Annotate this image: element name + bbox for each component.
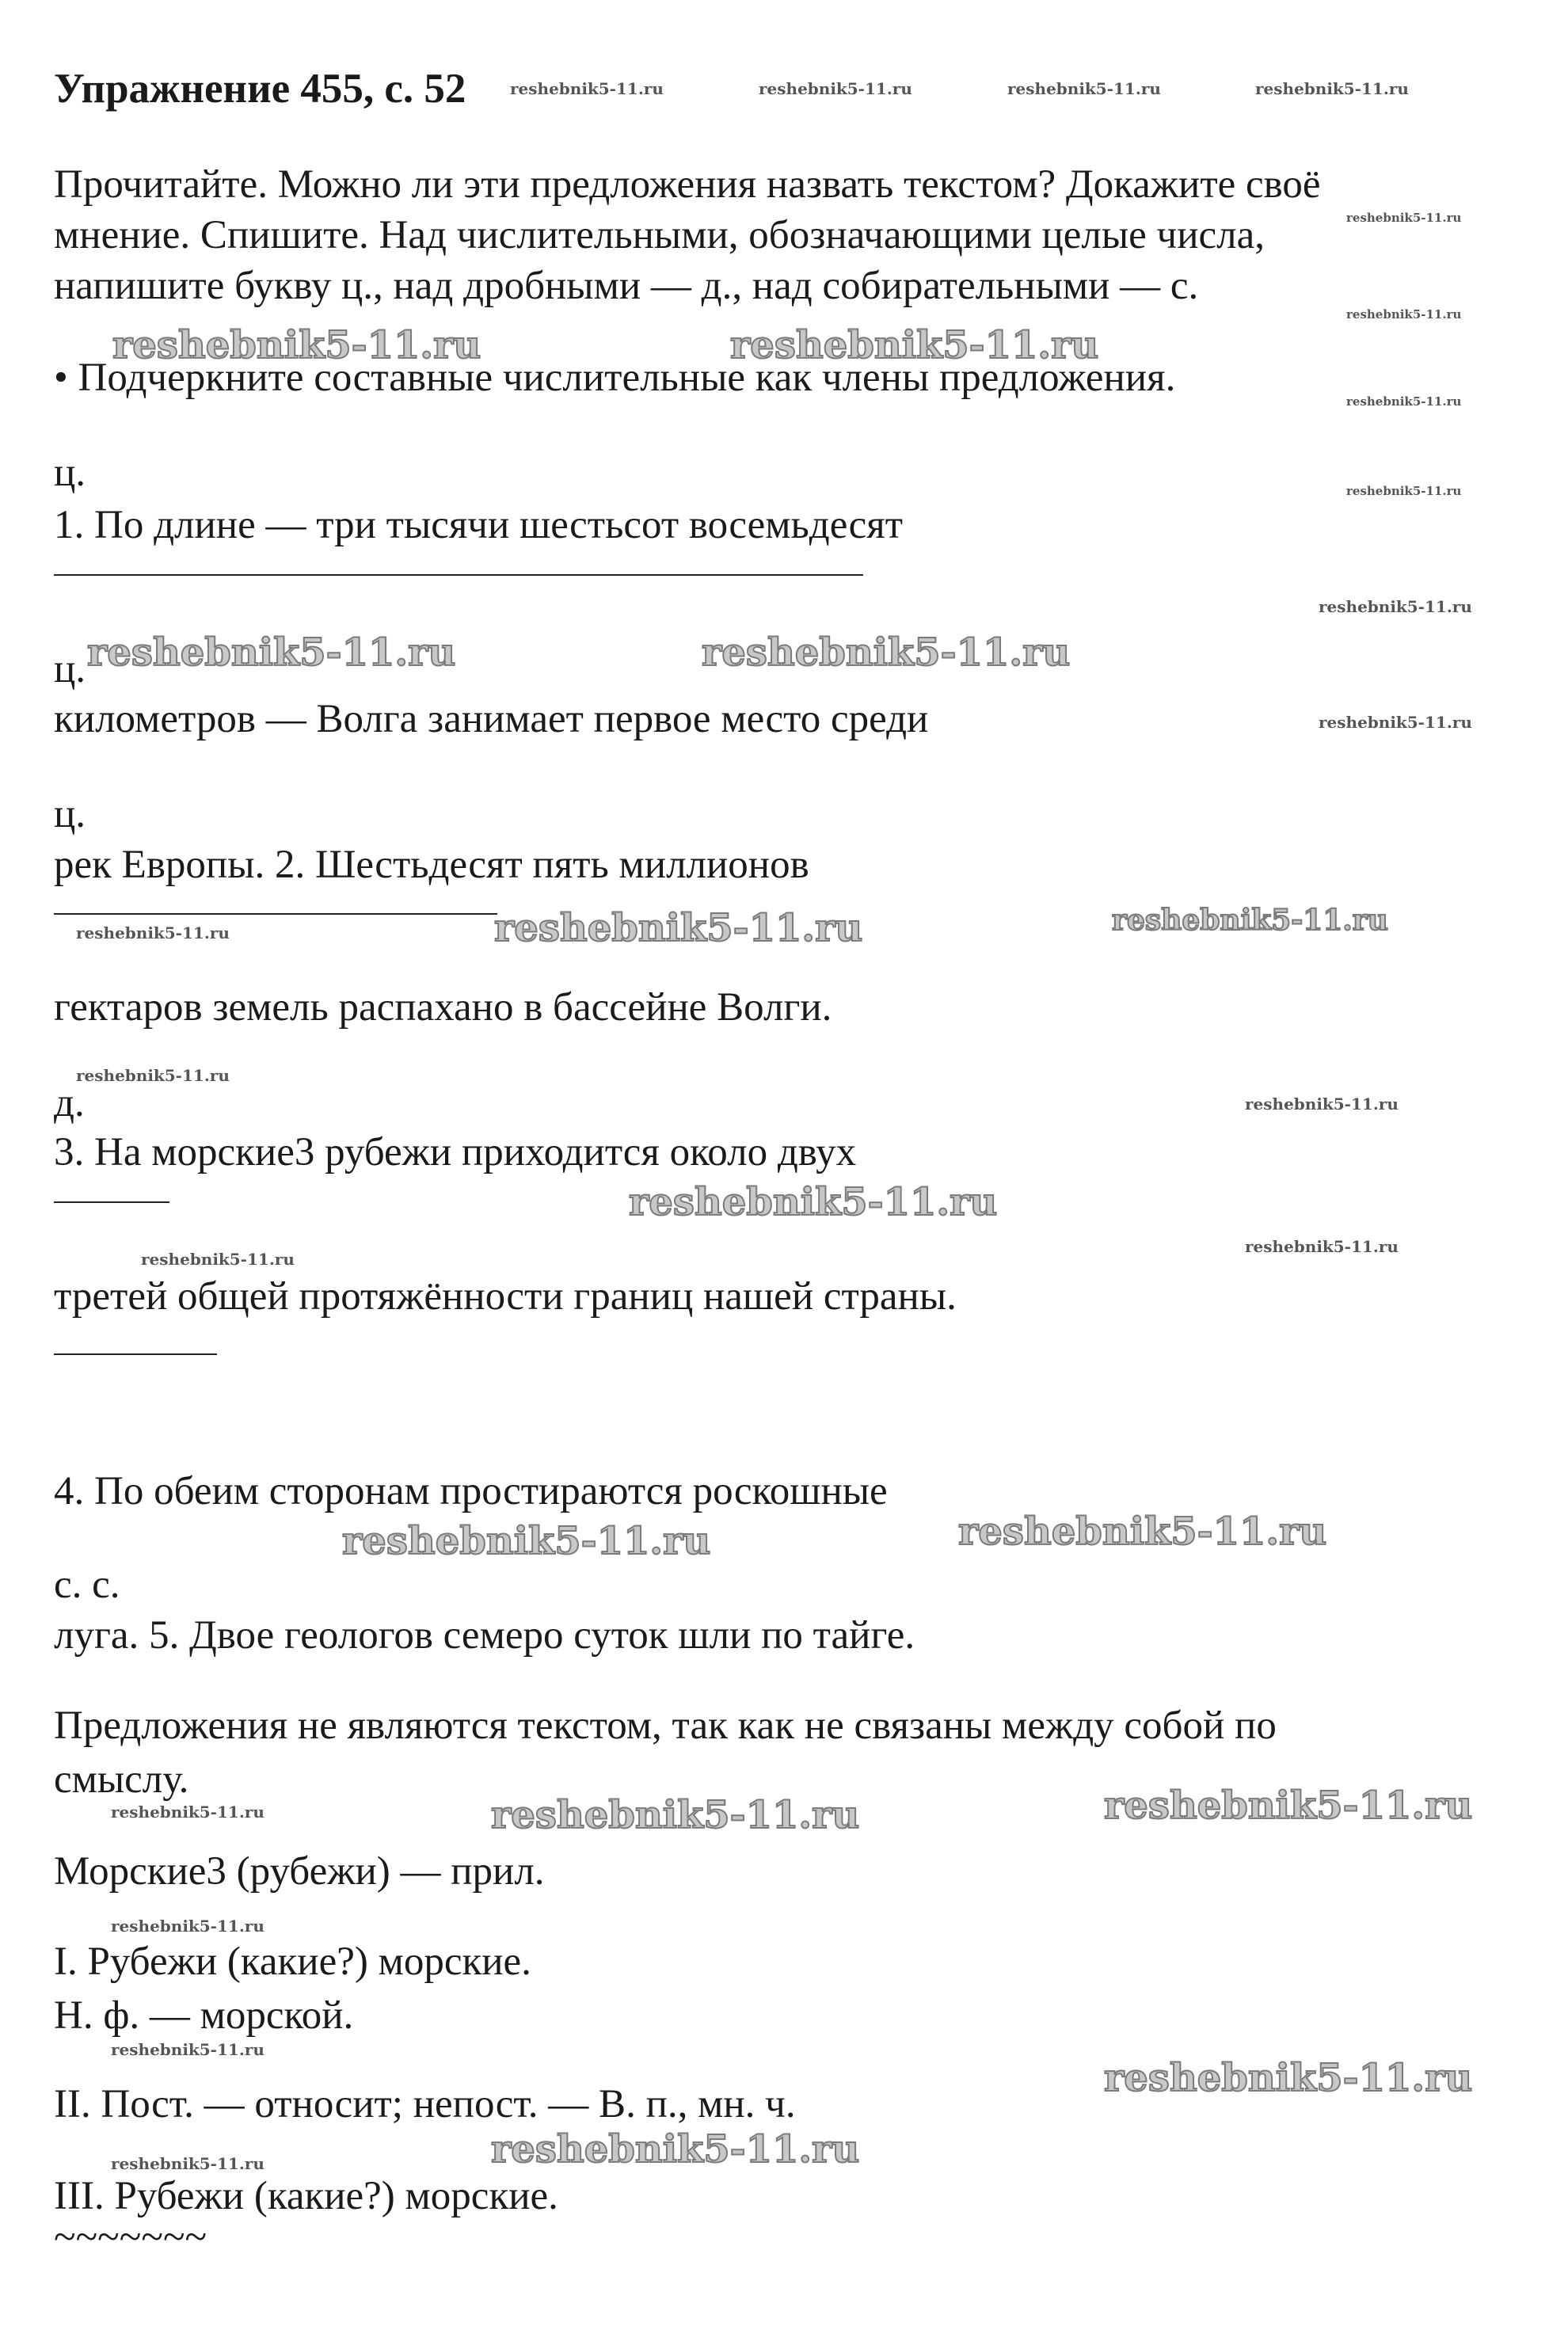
- answer-line-6: третей общей протяжённости границ нашей страны.: [54, 1274, 957, 1319]
- watermark: reshebnik5-11.ru: [111, 1803, 265, 1822]
- watermark: reshebnik5-11.ru: [87, 630, 456, 675]
- watermark: reshebnik5-11.ru: [1346, 211, 1462, 225]
- mark-above-line-5: д.: [54, 1081, 85, 1125]
- task-line-3: напишите букву ц., над дробными — д., над собирательными — с.: [54, 264, 1199, 308]
- mark-above-line-2: ц.: [54, 647, 86, 691]
- watermark: reshebnik5-11.ru: [1346, 394, 1462, 409]
- watermark: reshebnik5-11.ru: [1346, 484, 1462, 498]
- task-line-4: • Подчеркните составные числительные как члены предложения.: [54, 356, 1176, 400]
- watermark: reshebnik5-11.ru: [1007, 79, 1161, 98]
- conclusion-line-2: смыслу.: [54, 1757, 189, 1802]
- watermark: reshebnik5-11.ru: [1104, 2056, 1473, 2100]
- analysis-line-2: I. Рубежи (какие?) морские.: [54, 1940, 531, 1984]
- watermark: reshebnik5-11.ru: [1319, 713, 1472, 732]
- watermark: reshebnik5-11.ru: [1104, 1783, 1473, 1828]
- watermark: reshebnik5-11.ru: [730, 323, 1099, 367]
- answer-line-1: 1. По длине — три тысячи шестьсот восемьдесят: [54, 503, 904, 547]
- watermark: reshebnik5-11.ru: [1245, 1237, 1399, 1256]
- answer-line-8: луга. 5. Двое геологов семеро суток шли по тайге.: [54, 1613, 915, 1658]
- answer-line-7: 4. По обеим сторонам простираются роскошные: [54, 1469, 888, 1513]
- analysis-line-5: III. Рубежи (какие?) морские.: [54, 2174, 558, 2218]
- watermark: reshebnik5-11.ru: [1255, 79, 1409, 98]
- watermark: reshebnik5-11.ru: [1319, 597, 1472, 616]
- analysis-line-3: Н. ф. — морской.: [54, 1993, 354, 2038]
- watermark: reshebnik5-11.ru: [491, 1793, 860, 1837]
- watermark: reshebnik5-11.ru: [629, 1180, 998, 1224]
- watermark: reshebnik5-11.ru: [111, 1917, 265, 1936]
- watermark: reshebnik5-11.ru: [76, 1066, 230, 1085]
- page-title: Упражнение 455, с. 52: [54, 66, 466, 112]
- watermark: reshebnik5-11.ru: [1346, 307, 1462, 322]
- answer-line-5: 3. На морские3 рубежи приходится около двух: [54, 1130, 857, 1174]
- watermark: reshebnik5-11.ru: [111, 2040, 265, 2059]
- answer-line-4: гектаров земель распахано в бассейне Волги.: [54, 985, 832, 1030]
- underline-6: [54, 1353, 217, 1355]
- answer-line-3: рек Европы. 2. Шестьдесят пять миллионов: [54, 843, 809, 887]
- watermark: reshebnik5-11.ru: [1112, 904, 1388, 937]
- watermark: reshebnik5-11.ru: [111, 2154, 265, 2173]
- watermark: reshebnik5-11.ru: [342, 1519, 711, 1563]
- watermark: reshebnik5-11.ru: [1245, 1094, 1399, 1113]
- watermark: reshebnik5-11.ru: [494, 906, 863, 950]
- mark-above-line-1: ц.: [54, 451, 86, 495]
- analysis-wavy-underline: ~~~~~~~: [54, 2215, 207, 2259]
- answer-line-2: километров — Волга занимает первое место среди: [54, 697, 929, 741]
- underline-5: [54, 1201, 169, 1203]
- watermark: reshebnik5-11.ru: [958, 1509, 1327, 1554]
- watermark: reshebnik5-11.ru: [112, 323, 481, 367]
- conclusion-line-1: Предложения не являются текстом, так как не связаны между собой по: [54, 1704, 1277, 1748]
- watermark: reshebnik5-11.ru: [491, 2127, 860, 2172]
- watermark: reshebnik5-11.ru: [759, 79, 912, 98]
- analysis-line-4: II. Пост. — относит; непост. — В. п., мн. ч.: [54, 2082, 796, 2126]
- task-line-1: Прочитайте. Можно ли эти предложения назвать текстом? Докажите своё: [54, 162, 1321, 207]
- analysis-line-1: Морские3 (рубежи) — прил.: [54, 1849, 545, 1894]
- watermark: reshebnik5-11.ru: [702, 630, 1071, 675]
- underline-1: [54, 574, 863, 576]
- mark-above-line-3: ц.: [54, 792, 86, 836]
- watermark: reshebnik5-11.ru: [141, 1250, 295, 1269]
- mark-above-line-8: с. с.: [54, 1563, 120, 1607]
- underline-3: [54, 913, 497, 915]
- watermark: reshebnik5-11.ru: [76, 923, 230, 942]
- watermark: reshebnik5-11.ru: [510, 79, 664, 98]
- task-line-2: мнение. Спишите. Над числительными, обозначающими целые числа,: [54, 213, 1265, 257]
